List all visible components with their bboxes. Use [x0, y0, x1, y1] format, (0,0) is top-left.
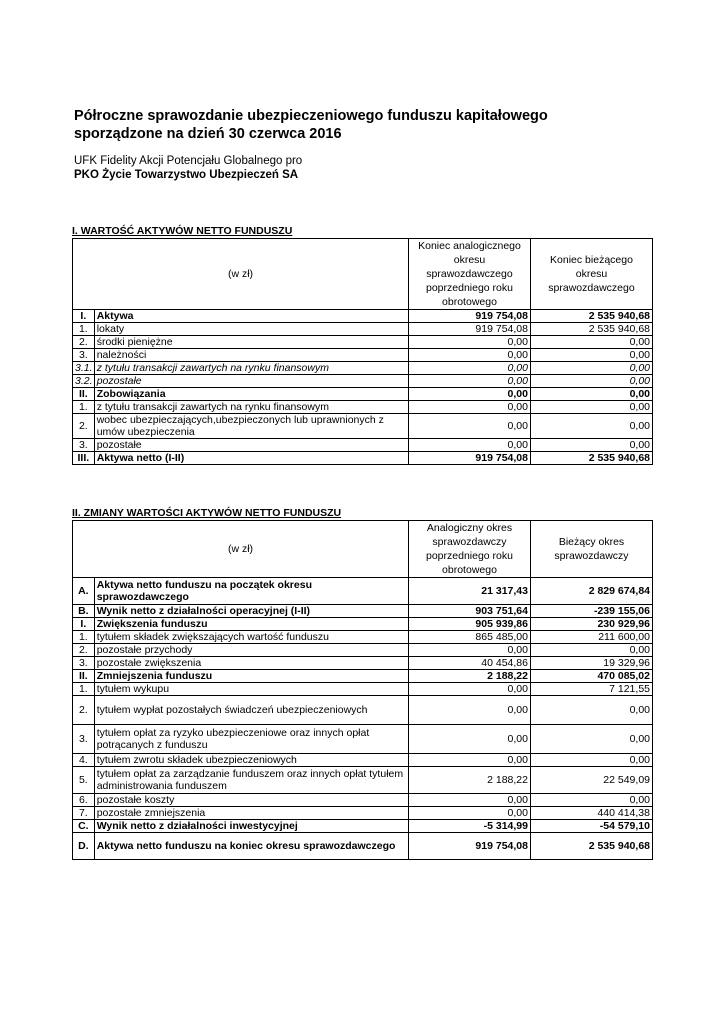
report-title-line1: Półroczne sprawozdanie ubezpieczeniowego funduszu kapitałowego [74, 108, 548, 124]
table-row [73, 807, 653, 820]
row-curr: 2 535 940,68 [530, 833, 652, 860]
row-curr: -239 155,06 [530, 605, 652, 618]
table-row [73, 452, 653, 465]
row-label: wobec ubezpieczających,ubezpieczonych lub uprawnionych z umów ubezpieczenia [94, 414, 408, 439]
row-code: 1. [73, 631, 95, 644]
row-label: z tytułu transakcji zawartych na rynku finansowym [94, 401, 408, 414]
row-prev: 0,00 [409, 683, 531, 696]
row-curr: 440 414,38 [530, 807, 652, 820]
row-code: 3. [73, 439, 95, 452]
col-curr-header: Koniec bieżącego okresu sprawozdawczego [530, 239, 652, 310]
row-curr: 0,00 [530, 644, 652, 657]
row-code: 3. [73, 725, 95, 754]
table-row [73, 767, 653, 794]
row-code: II. [73, 670, 95, 683]
row-curr: 2 829 674,84 [530, 578, 652, 605]
unit-header: (w zł) [73, 521, 409, 578]
row-label: Wynik netto z działalności inwestycyjnej [94, 820, 408, 833]
row-label: lokaty [94, 323, 408, 336]
row-code: 1. [73, 683, 95, 696]
table-row [73, 670, 653, 683]
row-curr: 22 549,09 [530, 767, 652, 794]
table-row [73, 310, 653, 323]
row-prev: 0,00 [409, 794, 531, 807]
row-code: 2. [73, 414, 95, 439]
row-prev: 21 317,43 [409, 578, 531, 605]
row-code: 1. [73, 323, 95, 336]
row-label: Zmniejszenia funduszu [94, 670, 408, 683]
row-code: I. [73, 310, 95, 323]
table-row [73, 375, 653, 388]
net-assets-changes-table [72, 520, 653, 860]
net-assets-table [72, 238, 653, 465]
row-code: II. [73, 388, 95, 401]
row-curr: 2 535 940,68 [530, 323, 652, 336]
row-curr: 211 600,00 [530, 631, 652, 644]
table-row [73, 323, 653, 336]
section1-title: I. WARTOŚĆ AKTYWÓW NETTO FUNDUSZU [72, 225, 293, 237]
col-curr-header: Bieżący okres sprawozdawczy [530, 521, 652, 578]
row-prev: 905 939,86 [409, 618, 531, 631]
row-prev: 0,00 [409, 754, 531, 767]
row-code: D. [73, 833, 95, 860]
row-prev: -5 314,99 [409, 820, 531, 833]
table-row [73, 349, 653, 362]
row-code: 3.1. [73, 362, 95, 375]
row-curr: 230 929,96 [530, 618, 652, 631]
row-prev: 919 754,08 [409, 323, 531, 336]
row-curr: 2 535 940,68 [530, 310, 652, 323]
row-curr: 2 535 940,68 [530, 452, 652, 465]
row-code: 7. [73, 807, 95, 820]
row-label: tytułem składek zwiększających wartość funduszu [94, 631, 408, 644]
table-row [73, 618, 653, 631]
row-label: Zwiększenia funduszu [94, 618, 408, 631]
row-label: środki pieniężne [94, 336, 408, 349]
table-row [73, 578, 653, 605]
row-code: 3. [73, 349, 95, 362]
row-curr: 0,00 [530, 401, 652, 414]
row-curr: 0,00 [530, 414, 652, 439]
table-row [73, 794, 653, 807]
row-label: tytułem opłat za zarządzanie funduszem oraz innych opłat tytułem administrowania funduszem [94, 767, 408, 794]
row-code: 3. [73, 657, 95, 670]
row-label: pozostałe [94, 439, 408, 452]
fund-name: UFK Fidelity Akcji Potencjału Globalnego pro [74, 155, 303, 167]
row-label: Aktywa [94, 310, 408, 323]
table-row [73, 414, 653, 439]
row-label: z tytułu transakcji zawartych na rynku finansowym [94, 362, 408, 375]
row-label: tytułem zwrotu składek ubezpieczeniowych [94, 754, 408, 767]
table-row [73, 388, 653, 401]
row-curr: 0,00 [530, 696, 652, 725]
row-prev: 919 754,08 [409, 452, 531, 465]
row-curr: 0,00 [530, 754, 652, 767]
row-label: Aktywa netto funduszu na początek okresu sprawozdawczego [94, 578, 408, 605]
row-code: 1. [73, 401, 95, 414]
row-prev: 0,00 [409, 414, 531, 439]
row-prev: 919 754,08 [409, 310, 531, 323]
row-code: B. [73, 605, 95, 618]
table-row [73, 605, 653, 618]
row-code: C. [73, 820, 95, 833]
row-prev: 0,00 [409, 336, 531, 349]
row-prev: 2 188,22 [409, 767, 531, 794]
table-row [73, 754, 653, 767]
row-prev: 0,00 [409, 439, 531, 452]
report-title-line2: sporządzone na dzień 30 czerwca 2016 [74, 126, 342, 142]
unit-header: (w zł) [73, 239, 409, 310]
table-row [73, 696, 653, 725]
row-code: I. [73, 618, 95, 631]
row-curr: 470 085,02 [530, 670, 652, 683]
row-prev: 0,00 [409, 388, 531, 401]
row-curr: 0,00 [530, 794, 652, 807]
row-prev: 0,00 [409, 696, 531, 725]
row-prev: 903 751,64 [409, 605, 531, 618]
row-label: pozostałe zwiększenia [94, 657, 408, 670]
table-row [73, 631, 653, 644]
table-row [73, 820, 653, 833]
table-row [73, 362, 653, 375]
table-row [73, 336, 653, 349]
table-row [73, 833, 653, 860]
row-label: tytułem wykupu [94, 683, 408, 696]
row-code: 2. [73, 336, 95, 349]
row-code: III. [73, 452, 95, 465]
table-row [73, 683, 653, 696]
row-label: pozostałe zmniejszenia [94, 807, 408, 820]
row-prev: 40 454,86 [409, 657, 531, 670]
row-prev: 865 485,00 [409, 631, 531, 644]
row-curr: 7 121,55 [530, 683, 652, 696]
row-curr: 0,00 [530, 439, 652, 452]
row-label: należności [94, 349, 408, 362]
row-prev: 0,00 [409, 349, 531, 362]
insurer-name: PKO Życie Towarzystwo Ubezpieczeń SA [74, 169, 299, 181]
row-label: pozostałe [94, 375, 408, 388]
row-label: pozostałe koszty [94, 794, 408, 807]
col-prev-header: Analogiczny okres sprawozdawczy poprzedniego roku obrotowego [409, 521, 531, 578]
col-prev-header: Koniec analogicznego okresu sprawozdawczego poprzedniego roku obrotowego [409, 239, 531, 310]
section2-title: II. ZMIANY WARTOŚCI AKTYWÓW NETTO FUNDUSZU [72, 507, 342, 519]
table-row [73, 725, 653, 754]
row-label: Aktywa netto (I-II) [94, 452, 408, 465]
row-curr: 0,00 [530, 349, 652, 362]
row-prev: 0,00 [409, 807, 531, 820]
row-code: 3.2. [73, 375, 95, 388]
row-code: 6. [73, 794, 95, 807]
row-curr: -54 579,10 [530, 820, 652, 833]
row-curr: 0,00 [530, 362, 652, 375]
row-curr: 0,00 [530, 375, 652, 388]
table-row [73, 439, 653, 452]
row-code: 2. [73, 644, 95, 657]
row-label: Aktywa netto funduszu na koniec okresu sprawozdawczego [94, 833, 408, 860]
row-curr: 0,00 [530, 336, 652, 349]
row-code: 2. [73, 696, 95, 725]
row-code: 5. [73, 767, 95, 794]
row-prev: 919 754,08 [409, 833, 531, 860]
row-curr: 19 329,96 [530, 657, 652, 670]
row-code: 4. [73, 754, 95, 767]
fund-info [74, 154, 302, 182]
row-label: tytułem opłat za ryzyko ubezpieczeniowe oraz innych opłat potrącanych z funduszu [94, 725, 408, 754]
row-label: pozostałe przychody [94, 644, 408, 657]
row-prev: 0,00 [409, 401, 531, 414]
row-curr: 0,00 [530, 388, 652, 401]
row-prev: 0,00 [409, 725, 531, 754]
row-prev: 2 188,22 [409, 670, 531, 683]
row-label: tytułem wypłat pozostałych świadczeń ubezpieczeniowych [94, 696, 408, 725]
row-prev: 0,00 [409, 375, 531, 388]
row-code: A. [73, 578, 95, 605]
report-title [74, 107, 548, 143]
row-label: Zobowiązania [94, 388, 408, 401]
table-row [73, 401, 653, 414]
row-prev: 0,00 [409, 644, 531, 657]
row-prev: 0,00 [409, 362, 531, 375]
row-curr: 0,00 [530, 725, 652, 754]
table-row [73, 657, 653, 670]
table-row [73, 644, 653, 657]
row-label: Wynik netto z działalności operacyjnej (I-II) [94, 605, 408, 618]
